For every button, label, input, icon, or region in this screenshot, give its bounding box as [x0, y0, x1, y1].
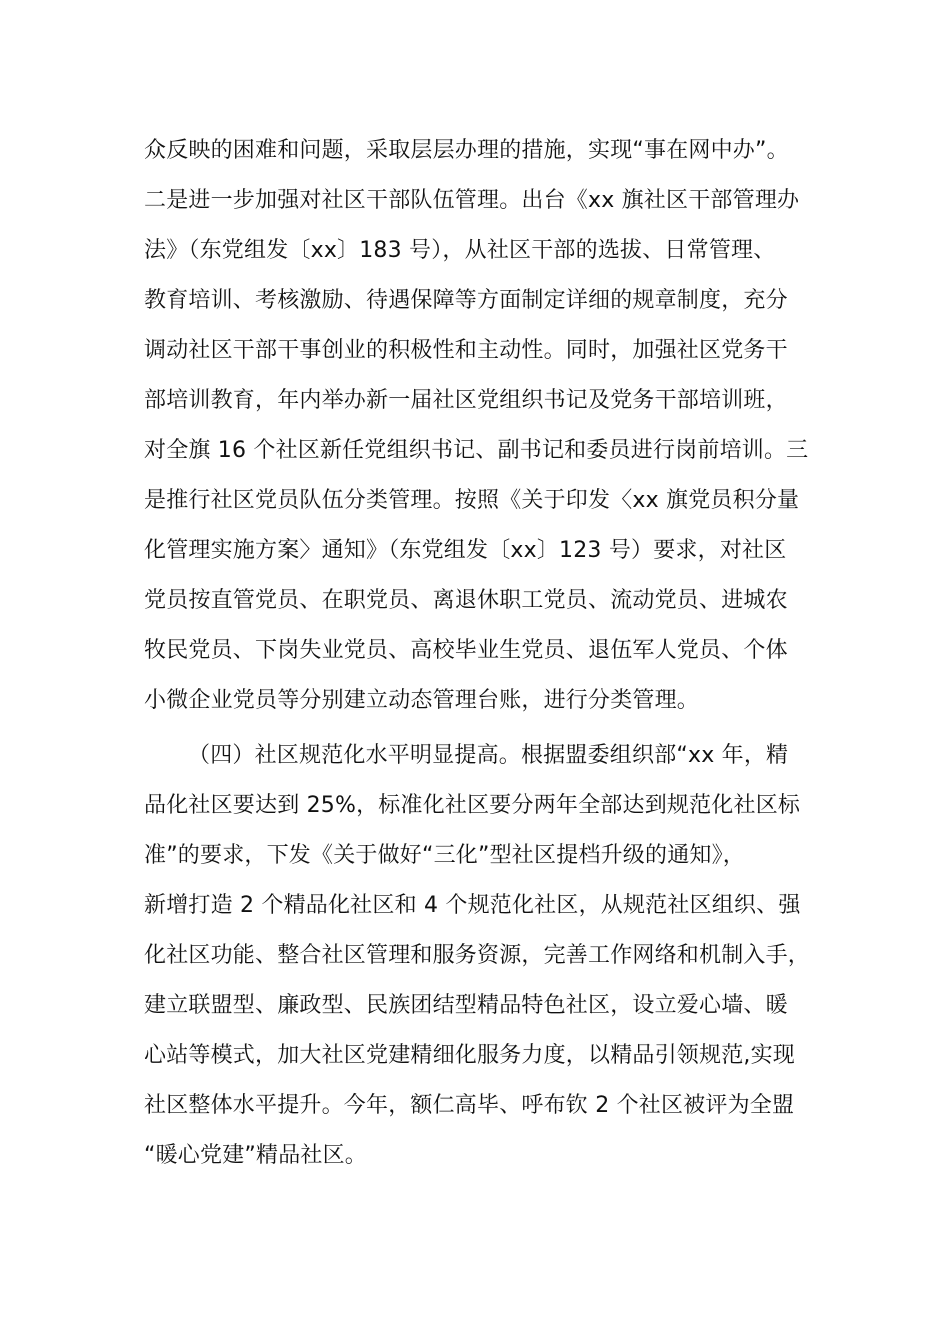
text-line: 社区整体水平提升。今年，额仁高毕、呼布钦 2 个社区被评为全盟: [144, 1093, 795, 1118]
text-line: 心站等模式，加大社区党建精细化服务力度，以精品引领规范,实现: [144, 1043, 795, 1068]
text-line: 二是进一步加强对社区干部队伍管理。出台《xx 旗社区干部管理办: [144, 188, 800, 213]
text-line: 建立联盟型、廉政型、民族团结型精品特色社区，设立爱心墙、暖: [144, 993, 788, 1018]
text-line: 党员按直管党员、在职党员、离退休职工党员、流动党员、进城农: [144, 588, 788, 613]
text-line: 众反映的困难和问题，采取层层办理的措施，实现“事在网中办”。: [144, 138, 789, 163]
text-line: 准”的要求，下发《关于做好“三化”型社区提档升级的通知》，: [144, 843, 745, 868]
text-line: 调动社区干部干事创业的积极性和主动性。同时，加强社区党务干: [144, 338, 788, 363]
text-line: 部培训教育，年内举办新一届社区党组织书记及党务干部培训班，: [144, 388, 788, 413]
text-line: 法》（东党组发〔xx〕183 号），从社区干部的选拔、日常管理、: [144, 238, 776, 263]
text-line: （四）社区规范化水平明显提高。根据盟委组织部“xx 年，精: [188, 743, 789, 768]
text-line: 化社区功能、整合社区管理和服务资源，完善工作网络和机制入手，: [144, 943, 811, 968]
text-line: 化管理实施方案〉通知》（东党组发〔xx〕123 号）要求，对社区: [144, 538, 787, 563]
text-line: “暖心党建”精品社区。: [144, 1143, 367, 1168]
text-line: 是推行社区党员队伍分类管理。按照《关于印发〈xx 旗党员积分量: [144, 488, 800, 513]
text-line: 牧民党员、下岗失业党员、高校毕业生党员、退伍军人党员、个体: [144, 638, 788, 663]
text-line: 对全旗 16 个社区新任党组织书记、副书记和委员进行岗前培训。三: [144, 438, 809, 463]
text-line: 品化社区要达到 25%，标准化社区要分两年全部达到规范化社区标: [144, 793, 801, 818]
text-line: 教育培训、考核激励、待遇保障等方面制定详细的规章制度，充分: [144, 288, 788, 313]
text-line: 新增打造 2 个精品化社区和 4 个规范化社区，从规范社区组织、强: [144, 893, 801, 918]
text-line: 小微企业党员等分别建立动态管理台账，进行分类管理。: [144, 688, 700, 713]
